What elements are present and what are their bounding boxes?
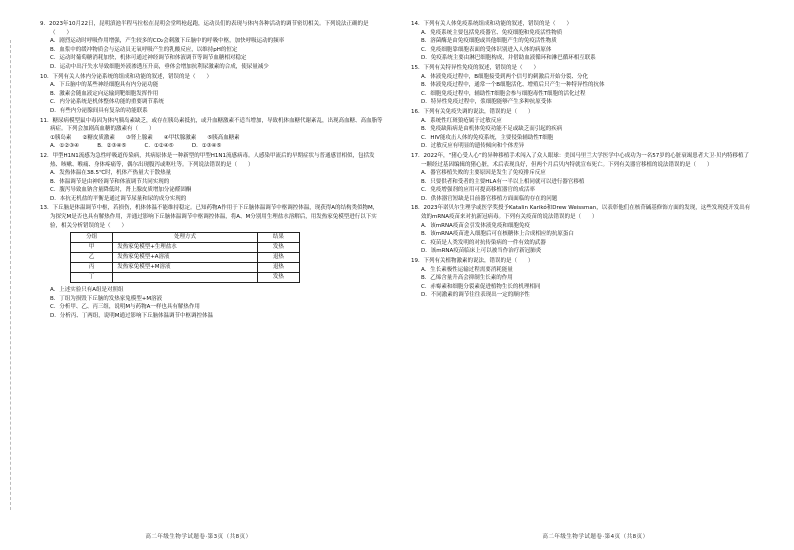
option-d: D．本抗无机盐的平衡是通过调节尿量和尿的成分实现的: [50, 195, 187, 202]
option-d: D．①③④⑤: [191, 143, 222, 150]
option-c: C．运动时葡萄糖消耗加快，机体可通过神经调节和体液调节等调节血糖相对稳定: [50, 55, 247, 62]
table-header: 结果: [257, 233, 299, 243]
question-stem: 10．下列有关人体内分泌系统的组成和功能的叙述，错误的是（ ）: [40, 73, 213, 80]
option-d: D．特异性免疫过程中，浆细胞能够产生多种抗原受体: [421, 99, 552, 106]
option-d: D．该mRNA疫苗临床上可以被当作治疗新冠肺炎: [421, 248, 542, 255]
option-b: B．②③④⑤: [97, 143, 127, 150]
option-b: B．溶菌酶是由免疫细胞或其他细胞产生的免疫活性物质: [421, 38, 557, 45]
option-d: D．不同激素的调节往往表现出一定的顺序性: [421, 292, 530, 299]
table-row: [71, 243, 300, 253]
question-16: [411, 108, 754, 151]
page-right: [397, 0, 794, 550]
table-header: 分组: [71, 233, 113, 243]
result-cell: 退热: [257, 253, 299, 263]
page-footer: 高二年级生物学试题卷·第3页（共8页）: [145, 534, 252, 540]
question-stem: 17．2022年，“猪心受人心”的异种移植手术闯入了众人眼球：美国马里兰大学医学中心成功为一名57岁的心脏衰竭患者大卫·贝内特移植了一颗经过基因编辑的猪心脏，术后表现良好，但两个月后贝内特就宣布死亡。下列有关器官移植的说法错误的是（ ）: [411, 152, 749, 168]
option-c: C．内分泌系统是机体整体功能的重要调节系统: [50, 99, 164, 106]
option-c: C．腹泻导致血钠含量降低时，肾上腺皮质增加分泌醛固酮: [50, 187, 192, 194]
option-d: D．分析丙、丁两组，说明M通过影响下丘脑体温调节中枢调控体温: [50, 313, 213, 320]
question-stem: 11．糖尿病模型鼠中毒因为体内胰岛素缺乏，或存在胰岛素抵抗，或升血糖激素不适当增加，导致机体血糖代谢紊乱，出现高血糖、高血脂等病症。下列会加剧高血糖的激素有（ ）: [40, 117, 383, 133]
question-stem: 13．下丘脑是体温调节中枢，若损伤，机体体温不能维持稳定。已知药物A作用于下丘脑体温调节中枢调控体温，现获得A的结构类似物M，为探究M是否也具有解热作用，并通过影响下丘脑体温调节中枢调控体温，将A、M分别用生理盐水溶解后，用发热家兔模型进行以下实验，相关分析错误的是（ ）: [40, 205, 379, 229]
question-stem: 16．下列有关免疫失调的说法，错误的是（ ）: [411, 108, 534, 115]
option-c: C．赤霉素和细胞分裂素促进植物生长的机理相同: [421, 283, 541, 290]
page-footer: 高二年级生物学试题卷·第4页（共8页）: [542, 534, 649, 540]
option-c: C．细胞免疫过程中，辅助性T细胞会参与细胞毒性T细胞的活化过程: [421, 90, 586, 97]
option-d: D．运动中出汗失水导致细胞外液渗透压升高，垂体会增加抗利尿激素的合成，使尿量减少: [50, 63, 269, 70]
question-17: [411, 152, 754, 204]
option-a: A．器官移植失败的主要原因是发生了免疫排斥反应: [421, 170, 546, 177]
treatment-cell: [113, 273, 258, 283]
left-column: [40, 20, 383, 524]
option-a: A．免疫系统主要包括免疫器官、免疫细胞和免疫活性物质: [421, 29, 563, 36]
option-c: C．免疫细胞靠细胞表面的受体识别进入人体的病原体: [421, 46, 552, 53]
option-b: B．体液免疫过程中，通常一个B细胞活化、增殖后只产生一种特异性的抗体: [421, 82, 605, 89]
table-row: [71, 253, 300, 263]
question-stem: 15．下列有关特异性免疫的叙述，错误的是（ ）: [411, 64, 540, 71]
option-b: B．乙烯含量升高会抑制生长素的作用: [421, 275, 513, 282]
result-cell: 退热: [257, 263, 299, 273]
option-c: C．①②④⑤: [144, 143, 174, 150]
option-c: C．分析甲、乙、丙三组，说明M与药物A一样也具有解热作用: [50, 304, 200, 311]
treatment-cell: 发热家兔模型+M溶液: [113, 263, 258, 273]
option-a: A．体液免疫过程中，B细胞接受到两个信号的刺激后开始分裂、分化: [421, 73, 589, 80]
question-11: [40, 117, 383, 151]
table-header-row: [71, 233, 300, 243]
group-cell: 丁: [71, 273, 113, 283]
group-cell: 丙: [71, 263, 113, 273]
experiment-table: [70, 232, 300, 283]
question-19: [411, 257, 754, 300]
hormone-list: ①胰岛素 ②糖皮质激素 ③肾上腺素 ④甲状腺激素 ⑤胰高血糖素: [50, 134, 240, 141]
table-header: 处理方式: [113, 233, 258, 243]
option-b: B．免疫缺陷病是由机体免疫功能不足或缺乏而引起的疾病: [421, 126, 563, 133]
option-d: D．免疫系统主要由淋巴细胞构成，并借助血液循环和淋巴循环相互联系: [421, 55, 596, 62]
option-c: C．免疫增强剂的应用可提高移植器官的成活率: [421, 187, 535, 194]
question-14: [411, 20, 754, 63]
option-a: A．上述实验只有A组是对照组: [50, 287, 124, 294]
option-b: B．只要供者和受者的主要HLA有一半以上相同就可以进行器官移植: [421, 178, 585, 185]
option-c: C．HIV能攻击人体的免疫系统，主要侵染辅助性T细胞: [421, 134, 554, 141]
question-12: [40, 152, 383, 204]
option-a: A．生长素极性运输过程需要消耗能量: [421, 266, 513, 273]
group-cell: 乙: [71, 253, 113, 263]
option-a: A．①②③④: [50, 143, 79, 150]
option-d: D．有些内分泌腺间具有复杂的功能联系: [50, 107, 148, 114]
question-stem: 19．下列有关植物激素的说法，错误的是（ ）: [411, 258, 534, 265]
question-15: [411, 64, 754, 107]
question-18: [411, 204, 754, 256]
option-a: A．系统性红斑狼疮属于过敏反应: [421, 117, 502, 124]
question-10: [40, 73, 383, 116]
option-d: D．供体器官短缺是目前器官移植方面面临的存在的问题: [421, 195, 558, 202]
question-9: [40, 20, 383, 72]
table-row: [71, 263, 300, 273]
option-a: A．下丘脑中的某些神经细胞具有内分泌功能: [50, 82, 159, 89]
question-stem: 12．甲型H1N1流感为急性呼吸道传染病，其病原体是一种新型的甲型H1N1流感病毒。人感染甲流后的早期症状与普通感冒相似，包括发热、咳嗽、喉痛、身体疼痛等，偶尔出现腹泻或呕吐等。下列说法错误的是（ ）: [40, 152, 375, 168]
treatment-cell: 发热家兔模型+A溶液: [113, 253, 258, 263]
question-13: [40, 204, 383, 320]
option-d: D．过敏反应有明显的遗传倾向和个体差异: [421, 143, 525, 150]
option-b: B．激素会随血液定向运输到靶细胞发挥作用: [50, 90, 159, 97]
option-a: A．剧烈运动时呼吸作用增强，产生较多的CO₂会刺激下丘脑中的呼吸中枢，加快呼吸运动的频率: [50, 38, 285, 45]
option-a: A．该mRNA疫苗会引发体液免疫和细胞免疫: [421, 222, 530, 229]
right-column: [411, 20, 754, 524]
question-stem: 18．2023年诺贝尔生理学或医学奖授予Katalin Karikó和Drew Weissman，以表彰他们在核苷碱基修饰方面的发现，这些发现使开发出有效的mRNA疫苗来对抗新冠病毒。下列有关疫苗的说法错误的是（ ）: [411, 205, 751, 221]
option-c: C．疫苗是人类发明的对抗传染病的一件有效的武器: [421, 239, 546, 246]
option-b: B．体温调节是由神经调节和体液调节共同实现的: [50, 178, 170, 185]
option-b: B．该mRNA疫苗进入细胞后可在核糖体上合成相应的抗原蛋白: [421, 231, 574, 238]
binding-line: [10, 40, 17, 510]
question-stem: 9．2023年10月22日，昆明滇池半程马拉松在昆明会堂鸣枪起跑，运动员们的表现与体内各种活动的调节密切相关。下列说法正确的是（ ）: [40, 21, 369, 36]
treatment-cell: 发热家兔模型+生理盐水: [113, 243, 258, 253]
option-a: A．发热体温在38.5℃时，机体产热量大于散热量: [50, 170, 172, 177]
result-cell: 发热: [257, 273, 299, 283]
option-b: B．血浆中的缓冲物质会与运动员无氧呼吸产生的乳酸反应，以维持pH的恒定: [50, 46, 238, 53]
group-cell: 甲: [71, 243, 113, 253]
table-row: [71, 273, 300, 283]
question-stem: 14．下列有关人体免疫系统组成和功能的叙述，错误的是（ ）: [411, 21, 573, 27]
option-row: [40, 142, 383, 151]
option-b: B．丁组为损毁下丘脑的发热家兔模型+M溶液: [50, 295, 163, 302]
result-cell: 发热: [257, 243, 299, 253]
